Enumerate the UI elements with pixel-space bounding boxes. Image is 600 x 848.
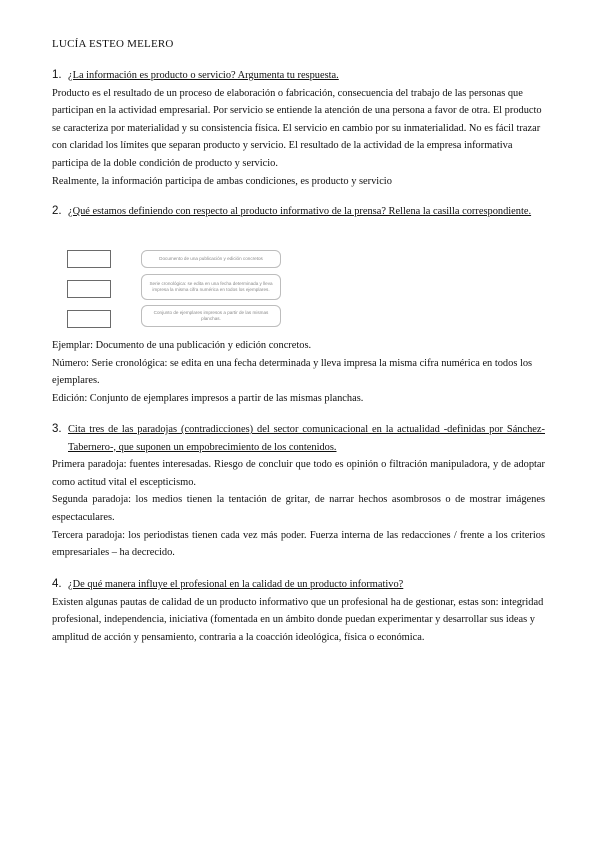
definition-matching-diagram — [67, 247, 283, 331]
answer-paragraph: Producto es el resultado de un proceso de elaboración o fabricación, consecuencia del trabajo de las personas que participan en la actividad empresarial. Por servicio se entiende la atención de una persona a favor de otra. El producto se caracteriza por materialidad y su consistencia física. El servicio en cambio por su inmaterialidad. No es fácil trazar con claridad los límites que separan producto y servicio. El resultado de la actividad de la empresa informativa participa de la doble condición de producto y servicio. — [52, 87, 542, 169]
answer-paragraph: Realmente, la información participa de ambas condiciones, es producto y servicio — [52, 175, 392, 187]
answer-paragraph: Segunda paradoja: los medios tienen la tentación de gritar, de narrar hechos asombrosos o de mostrar imágenes espectaculares. — [52, 494, 545, 523]
question-3-heading — [52, 421, 545, 456]
question-4-heading — [52, 576, 545, 594]
question-1-heading — [52, 67, 545, 85]
question-2 — [52, 203, 545, 221]
question-title: ¿La información es producto o servicio? Argumenta tu respuesta. — [68, 70, 339, 81]
question-number: 1. — [52, 69, 62, 81]
answer-paragraph: Edición: Conjunto de ejemplares impresos a partir de las mismas planchas. — [52, 392, 364, 404]
question-1 — [52, 67, 545, 190]
question-title: ¿Qué estamos definiendo con respecto al producto informativo de la prensa? Rellena la casilla correspondiente. — [68, 206, 532, 217]
answer-paragraph: Número: Serie cronológica: se edita en una fecha determinada y lleva impresa la misma cifra numérica en todos los ejemplares. — [52, 357, 533, 387]
definition-label: Conjunto de ejemplares impresos a partir de las mismas planchas. — [141, 305, 281, 327]
question-3 — [52, 421, 545, 562]
definition-label: Documento de una publicación y edición concretos — [141, 250, 281, 268]
answer-box-3[interactable] — [67, 310, 111, 328]
answer-box-2[interactable] — [67, 280, 111, 298]
answer-paragraph: Tercera paradoja: los periodistas tienen cada vez más poder. Fuerza interna de las redacciones / frente a los criterios empresariales – ha decrecido. — [52, 529, 545, 559]
question-4 — [52, 576, 545, 646]
question-number: 3. — [52, 423, 62, 435]
answer-paragraph: Primera paradoja: fuentes interesadas. Riesgo de concluir que todo es opinión o filtración manipuladora, y de adoptar como actitud vital el escepticismo. — [52, 459, 545, 488]
question-number: 2. — [52, 205, 62, 217]
answer-box-1[interactable] — [67, 250, 111, 268]
question-title: ¿De qué manera influye el profesional en la calidad de un producto informativo? — [68, 579, 404, 590]
question-title: Cita tres de las paradojas (contradicciones) del sector comunicacional en la actualidad -definidas por Sánchez-Tabernero-, que suponen un empobrecimiento de los contenidos. — [68, 424, 545, 453]
question-2-answers — [52, 337, 545, 407]
answer-paragraph: Existen algunas pautas de calidad de un producto informativo que un profesional ha de gestionar, estas son: integridad profesional, independencia, iniciativa (fomentada en un ámbito donde puedan experimentar y desarrollar sus ideas y amplitud de acción y pensamiento, contraria a la coacción ideológica, física o económica. — [52, 596, 544, 643]
definition-label: Serie cronológica: se edita en una fecha determinada y lleva impresa la misma cifra numérica en todos los ejemplares. — [141, 274, 281, 300]
answer-paragraph: Ejemplar: Documento de una publicación y edición concretos. — [52, 340, 312, 351]
question-number: 4. — [52, 578, 62, 590]
author-name: LUCÍA ESTEO MELERO — [52, 38, 174, 50]
question-2-heading — [52, 203, 545, 221]
